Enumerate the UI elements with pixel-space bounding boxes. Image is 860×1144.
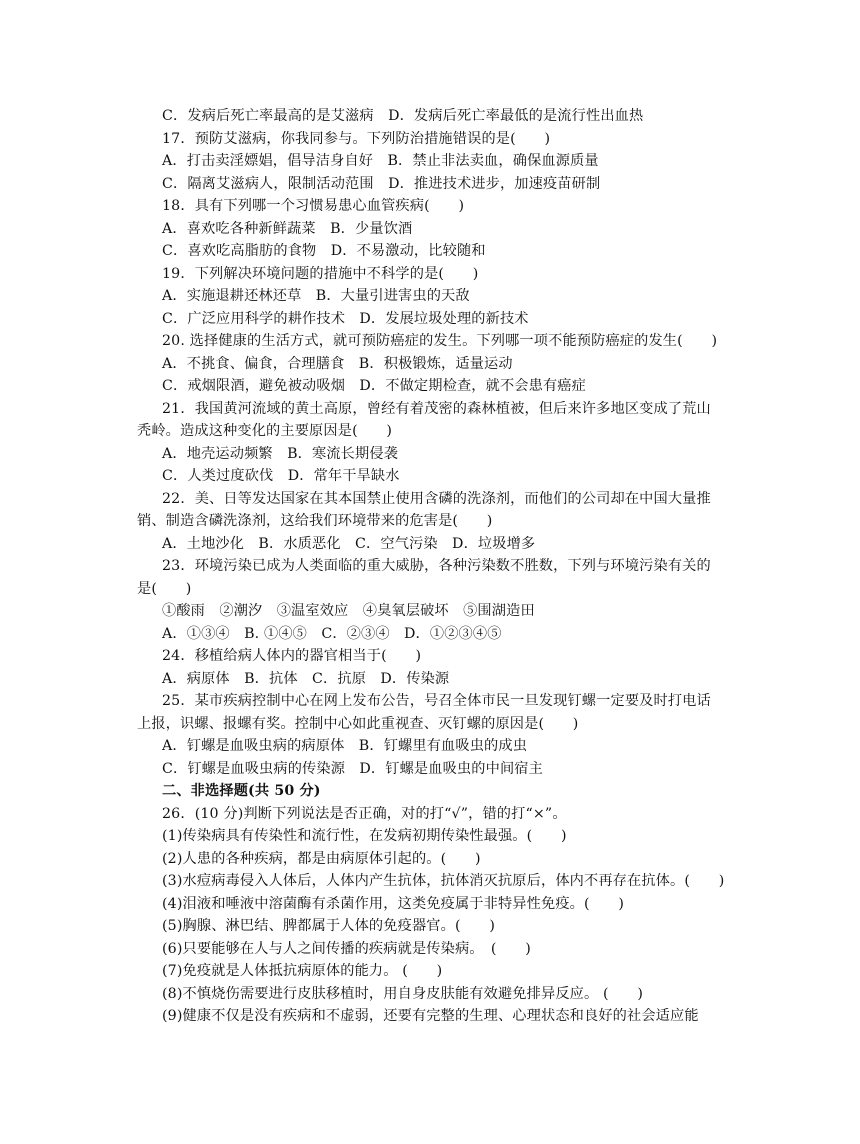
q26-item-4: (4)泪液和唾液中溶菌酶有杀菌作用，这类免疫属于非特异性免疫。( ): [162, 896, 625, 912]
q18-stem: 18．具有下列哪一个习惯易患心血管疾病( ): [162, 198, 465, 214]
q24-stem: 24．移植给病人体内的器官相当于( ): [162, 648, 422, 664]
q21-stem-line1: 21．我国黄河流域的黄土高原，曾经有着茂密的森林植被，但后来许多地区变成了荒山: [162, 401, 711, 417]
q18-option-ab: A．喜欢吃各种新鲜蔬菜 B．少量饮酒: [162, 221, 413, 237]
q25-stem-line1: 25．某市疾病控制中心在网上发布公告，号召全体市民一旦发现钉螺一定要及时打电话: [162, 693, 711, 709]
q22-stem-line1: 22．美、日等发达国家在其本国禁止使用含磷的洗涤剂，而他们的公司却在中国大量推: [162, 491, 711, 507]
q22-options: A．土地沙化 B．水质恶化 C．空气污染 D．垃圾增多: [162, 536, 536, 552]
q18-option-cd: C．喜欢吃高脂肪的食物 D．不易激动，比较随和: [162, 243, 486, 259]
q17-option-ab: A．打击卖淫嫖娼，倡导洁身自好 B．禁止非法卖血，确保血源质量: [162, 153, 599, 169]
q26-item-8: (8)不慎烧伤需要进行皮肤移植时，用自身皮肤能有效避免排异反应。 ( ): [162, 986, 644, 1002]
q23-items: ①酸雨 ②潮汐 ③温室效应 ④臭氧层破坏 ⑤围湖造田: [162, 603, 535, 619]
q17-stem: 17．预防艾滋病，你我同参与。下列防治措施错误的是( ): [162, 131, 551, 147]
q24-options: A．病原体 B．抗体 C．抗原 D．传染源: [162, 671, 450, 687]
q19-option-cd: C．广泛应用科学的耕作技术 D．发展垃圾处理的新技术: [162, 311, 529, 327]
q25-stem-line2: 上报，识螺、报螺有奖。控制中心如此重视查、灭钉螺的原因是( ): [137, 716, 579, 732]
q25-option-ab: A．钉螺是血吸虫病的病原体 B．钉螺里有血吸虫的成虫: [162, 738, 528, 754]
q16-option-cd: C．发病后死亡率最高的是艾滋病 D．发病后死亡率最低的是流行性出血热: [162, 108, 644, 124]
q26-item-5: (5)胸腺、淋巴结、脾都属于人体的免疫器官。( ): [162, 918, 496, 934]
q20-option-cd: C．戒烟限酒，避免被动吸烟 D．不做定期检查，就不会患有癌症: [162, 378, 586, 394]
q23-stem-line1: 23．环境污染已成为人类面临的重大威胁，各种污染数不胜数，下列与环境污染有关的: [162, 558, 711, 574]
q25-option-cd: C．钉螺是血吸虫病的传染源 D．钉螺是血吸虫的中间宿主: [162, 761, 543, 777]
q20-stem: 20. 选择健康的生活方式，就可预防癌症的发生。下列哪一项不能预防癌症的发生( ): [162, 333, 718, 349]
q26-item-7: (7)免疫就是人体抵抗病原体的能力。 ( ): [162, 963, 443, 979]
section-heading: 二、非选择题(共 50 分): [162, 783, 321, 799]
q20-option-ab: A．不挑食、偏食，合理膳食 B．积极锻炼，适量运动: [162, 356, 513, 372]
q26-item-1: (1)传染病具有传染性和流行性，在发病初期传染性最强。( ): [162, 828, 567, 844]
q21-stem-line2: 秃岭。造成这种变化的主要原因是( ): [137, 423, 393, 439]
q19-stem: 19．下列解决环境问题的措施中不科学的是( ): [162, 266, 479, 282]
q26-item-2: (2)人患的各种疾病，都是由病原体引起的。( ): [162, 851, 481, 867]
q23-options: A．①③④ B. ①④⑤ C．②③④ D．①②③④⑤: [162, 626, 502, 642]
q19-option-ab: A．实施退耕还林还草 B．大量引进害虫的天敌: [162, 288, 470, 304]
q21-option-cd: C．人类过度砍伐 D．常年干旱缺水: [162, 468, 400, 484]
q21-option-ab: A．地壳运动频繁 B．寒流长期侵袭: [162, 446, 399, 462]
q22-stem-line2: 销、制造含磷洗涤剂，这给我们环境带来的危害是( ): [137, 513, 493, 529]
q23-stem-line2: 是( ): [137, 581, 192, 597]
q17-option-cd: C．隔离艾滋病人，限制活动范围 D．推进技术进步，加速疫苗研制: [162, 176, 601, 192]
q26-item-9: (9)健康不仅是没有疾病和不虚弱，还要有完整的生理、心理状态和良好的社会适应能: [162, 1008, 699, 1024]
q26-item-6: (6)只要能够在人与人之间传播的疾病就是传染病。 ( ): [162, 941, 531, 957]
q26-stem: 26．(10 分)判断下列说法是否正确，对的打“√”，错的打“×”。: [162, 806, 567, 822]
q26-item-3: (3)水痘病毒侵入人体后，人体内产生抗体，抗体消灭抗原后，体内不再存在抗体。( ): [162, 873, 725, 889]
